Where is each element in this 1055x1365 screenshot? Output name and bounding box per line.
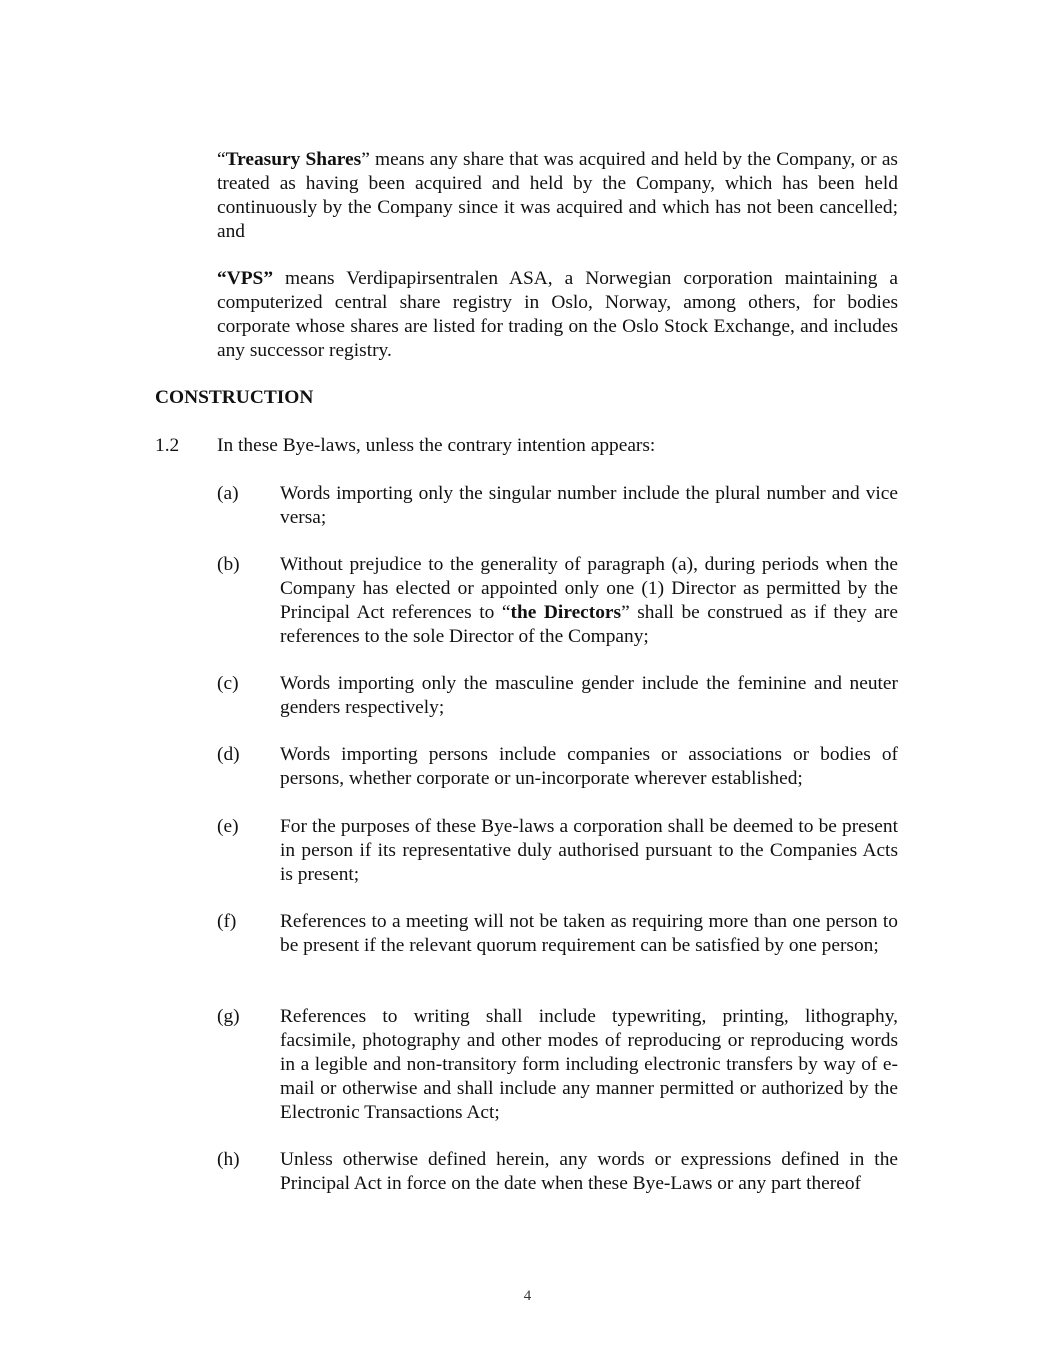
defined-term: Treasury Shares <box>225 149 362 170</box>
definition-text: means Verdipapirsentralen ASA, a Norwegian corporation maintaining a computerized central share registry in Oslo, Norway, among others, for bodies corporate whose shares are listed for trading on the Oslo Stock Exchange, and includes any successor registry. <box>217 268 898 361</box>
definition-vps <box>217 267 898 363</box>
item-text: Unless otherwise defined herein, any words or expressions defined in the Principal Act in force on the date when these Bye-Laws or any part thereof <box>280 1149 898 1194</box>
item-label: (b) <box>217 554 240 575</box>
item-label: (f) <box>217 911 237 932</box>
defined-term: “VPS” <box>217 268 274 289</box>
page-number: 4 <box>523 1288 532 1304</box>
clause-number: 1.2 <box>155 435 180 456</box>
definition-treasury-shares <box>217 148 898 244</box>
item-text: References to writing shall include typewriting, printing, lithography, facsimile, photography and other modes of reproducing or reproducing words in a legible and non-transitory form including electronic transfers by way of e-mail or otherwise and shall include any manner permitted or authorized by the Electronic Transactions Act; <box>280 1006 898 1123</box>
close-quote: ” <box>361 149 370 170</box>
item-label: (g) <box>217 1006 240 1027</box>
item-label: (e) <box>217 816 239 837</box>
item-label: (a) <box>217 483 239 504</box>
section-heading: CONSTRUCTION <box>155 387 314 408</box>
item-label: (h) <box>217 1149 240 1170</box>
item-text: Without prejudice to the generality of paragraph (a), during periods when the Company has elected or appointed only one (1) Director as permitted by the Principal Act references to “the Directors” shall be construed as if they are references to the sole Director of the Company; <box>280 554 898 647</box>
defined-term: the Directors <box>510 602 622 623</box>
clause-intro: In these Bye-laws, unless the contrary intention appears: <box>217 435 656 456</box>
item-text: For the purposes of these Bye-laws a corporation shall be deemed to be present in person if its representative duly authorised pursuant to the Companies Acts is present; <box>280 816 898 885</box>
open-quote: “ <box>217 149 226 170</box>
definition-text: means any share that was acquired and held by the Company, or as treated as having been acquired and held by the Company, which has been held continuously by the Company since it was acquired and which has not been cancelled; and <box>217 149 898 242</box>
item-text: References to a meeting will not be taken as requiring more than one person to be present if the relevant quorum requirement can be satisfied by one person; <box>280 911 898 956</box>
item-label: (d) <box>217 744 240 765</box>
item-text: Words importing only the singular number include the plural number and vice versa; <box>280 483 898 528</box>
item-label: (c) <box>217 673 239 694</box>
item-text: Words importing only the masculine gender include the feminine and neuter genders respectively; <box>280 673 898 718</box>
item-text: Words importing persons include companies or associations or bodies of persons, whether corporate or un-incorporate wherever established; <box>280 744 898 789</box>
